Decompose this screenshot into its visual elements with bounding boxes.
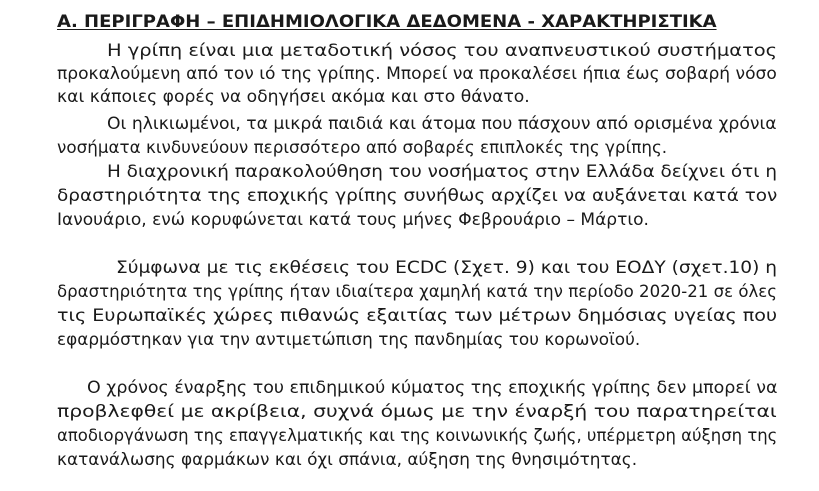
text-line: Ο χρόνος έναρξης του επιδημικού κύματος της εποχικής γρίπης δεν μπορεί να	[87, 378, 778, 398]
text-line: δραστηριότητα της εποχικής γρίπης συνήθως αρχίζει να αυξάνεται κατά τον	[57, 186, 778, 206]
text-line: δραστηριότητα της γρίπης ήταν ιδιαίτερα χαμηλή κατά την περίοδο 2020-21 σε όλες	[57, 282, 778, 302]
text-line: Η διαχρονική παρακολούθηση του νοσήματος στην Ελλάδα δείχνει ότι η	[107, 162, 777, 182]
text-line: προκαλούμενη από τον ιό της γρίπης. Μπορεί να προκαλέσει ήπια έως σοβαρή νόσο	[57, 64, 777, 84]
text-line: προβλεφθεί με ακρίβεια, συχνά όμως με την έναρξή του παρατηρείται	[57, 402, 777, 422]
section-heading: Α. ΠΕΡΙΓΡΑΦΗ – ΕΠΙΔΗΜΙΟΛΟΓΙΚΑ ΔΕΔΟΜΕΝΑ - ΧΑΡΑΚΤΗΡΙΣΤΙΚΑ	[57, 12, 717, 32]
text-line: Οι ηλικιωμένοι, τα μικρά παιδιά και άτομα που πάσχουν από ορισμένα χρόνια	[107, 114, 777, 134]
text-line: Σύμφωνα με τις εκθέσεις του ECDC (Σχετ. 9) και του ΕΟΔΥ (σχετ.10) η	[116, 258, 778, 278]
text-line: νοσήματα κινδυνεύουν περισσότερο από σοβαρές επιπλοκές της γρίπης.	[57, 138, 668, 158]
text-line: κατανάλωσης φαρμάκων και όχι σπάνια, αύξηση της θνησιμότητας.	[57, 450, 638, 470]
text-line: Ιανουάριο, ενώ κορυφώνεται κατά τους μήνες Φεβρουάριο – Μάρτιο.	[57, 210, 649, 230]
text-line: και κάποιες φορές να οδηγήσει ακόμα και στο θάνατο.	[57, 87, 530, 107]
text-line: τις Ευρωπαϊκές χώρες πιθανώς εξαιτίας των μέτρων δημόσιας υγείας που	[57, 306, 778, 326]
text-line: αποδιοργάνωση της επαγγελματικής και της κοινωνικής ζωής, υπέρμετρη αύξηση της	[57, 426, 778, 446]
text-line: εφαρμόστηκαν για την αντιμετώπιση της πανδημίας του κορωνοϊού.	[57, 330, 641, 350]
text-line: Η γρίπη είναι μια μεταδοτική νόσος του αναπνευστικού συστήματος	[107, 41, 778, 61]
